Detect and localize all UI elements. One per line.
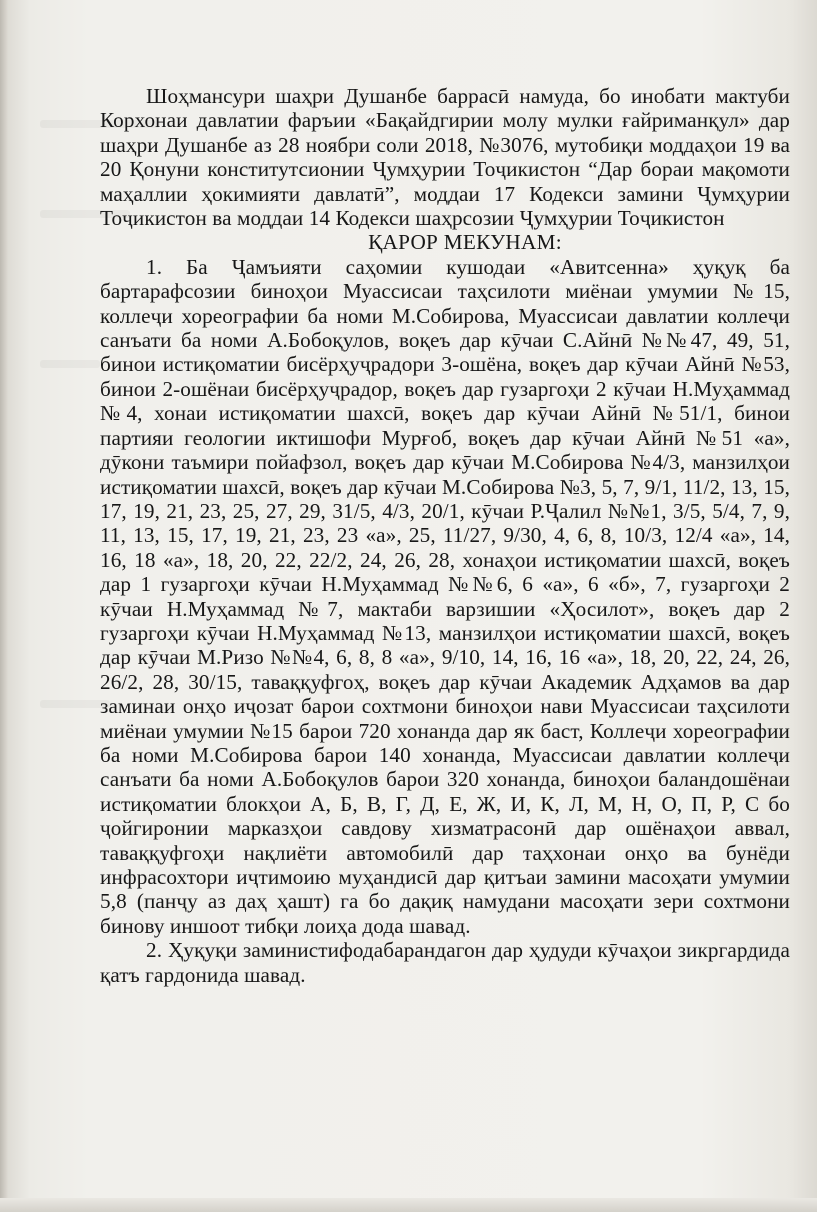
intro-paragraph: Шоҳмансури шаҳри Душанбе баррасӣ намуда, бо инобати мактуби Корхонаи давлатии фаръии «Бақайдгирии молу мулки ғайриманқул» дар шаҳри Душанбе аз 28 ноябри соли 2018, №3076, мутобиқи моддаҳои 19 ва 20 Қонуни конститутсионии Ҷумҳурии Тоҷикистон “Дар бораи мақомоти маҳаллии ҳокимияти давлатӣ”, моддаи 17 Кодекси замини Ҷумҳурии Тоҷикистон ва моддаи 14 Кодекси шаҳрсозии Ҷумҳурии Тоҷикистон [100,84,790,231]
item-1-paragraph: 1. Ба Ҷамъияти саҳомии кушодаи «Авитсенна» ҳуқуқ ба бартарафсозии биноҳои Муассисаи таҳсилоти миёнаи умумии №15, коллеҷи хореографии ба номи М.Собирова, Муассисаи давлатии коллеҷи санъати ба номи А.Бобоқулов, воқеъ дар кӯчаи С.Айнӣ №№47, 49, 51, бинои истиқоматии бисёрҳуҷрадори 3-ошёна, воқеъ дар кӯчаи Айнӣ №53, бинои 2-ошёнаи бисёрҳуҷрадор, воқеъ дар гузаргоҳи 2 кӯчаи Н.Муҳаммад №4, хонаи истиқоматии шахсӣ, воқеъ дар кӯчаи Айнӣ №51/1, бинои партияи геологии иктишофи Мурғоб, воқеъ дар кӯчаи Айнӣ №51 «а», дӯкони таъмири пойафзол, воқеъ дар кӯчаи М.Собирова №4/3, манзилҳои истиқоматии шахсӣ, воқеъ дар кӯчаи М.Собирова №3, 5, 7, 9/1, 11/2, 13, 15, 17, 19, 21, 23, 25, 27, 29, 31/5, 4/3, 20/1, кӯчаи Р.Ҷалил №№1, 3/5, 5/4, 7, 9, 11, 13, 15, 17, 19, 21, 23, 23 «а», 25, 11/27, 9/30, 4, 6, 8, 10/3, 12/4 «а», 14, 16, 18 «а», 18, 20, 22, 22/2, 24, 26, 28, хонаҳои истиқоматии шахсӣ, воқеъ дар 1 гузаргоҳи кӯчаи Н.Муҳаммад №№6, 6 «а», 6 «б», 7, гузаргоҳи 2 кӯчаи Н.Муҳаммад №7, мактаби варзишии «Ҳосилот», воқеъ дар 2 гузаргоҳи кӯчаи Н.Муҳаммад №13, манзилҳои истиқоматии шахсӣ, воқеъ дар кӯчаи М.Ризо №№4, 6, 8, 8 «а», 9/10, 14, 16, 16 «а», 18, 20, 22, 24, 26, 26/2, 28, 30/15, таваққуфгоҳ, воқеъ дар кӯчаи Академик Адҳамов ва дар заминаи онҳо иҷозат барои сохтмони биноҳои нави Муассисаи таҳсилоти миёнаи умумии №15 барои 720 хонанда дар як баст, Коллеҷи хореографии ба номи М.Собирова барои 140 хонанда, Муассисаи давлатии коллеҷи санъати ба номи А.Бобоқулов барои 320 хонанда, биноҳои баландошёнаи истиқоматии блокҳои А, Б, В, Г, Д, Е, Ж, И, К, Л, М, Н, О, П, Р, С бо ҷойгиронии марказҳои савдову хизматрасонӣ дар ошёнаҳои аввал, таваққуфгоҳи нақлиёти автомобилӣ дар таҳхонаи онҳо ва бунёди инфрасохтори иҷтимоию муҳандисӣ дар қитъаи замини масоҳати умумии 5,8 (панҷу аз даҳ ҳашт) га бо дақиқ намудани масоҳати зери сохтмони бинову иншоот тибқи лоиҳа дода шавад. [100,254,790,938]
page-bottom-edge [0,1198,817,1212]
document-body [100,84,790,987]
decision-heading: ҚАРОР МЕКУНАМ: [368,230,562,255]
item-2-paragraph: 2. Ҳуқуқи заминистифодабарандагон дар ҳудуди кӯчаҳои зикргардида қатъ гардонида шавад. [100,938,790,987]
page-edge-shadow [0,0,8,1212]
bleed-through-mark [40,360,100,368]
